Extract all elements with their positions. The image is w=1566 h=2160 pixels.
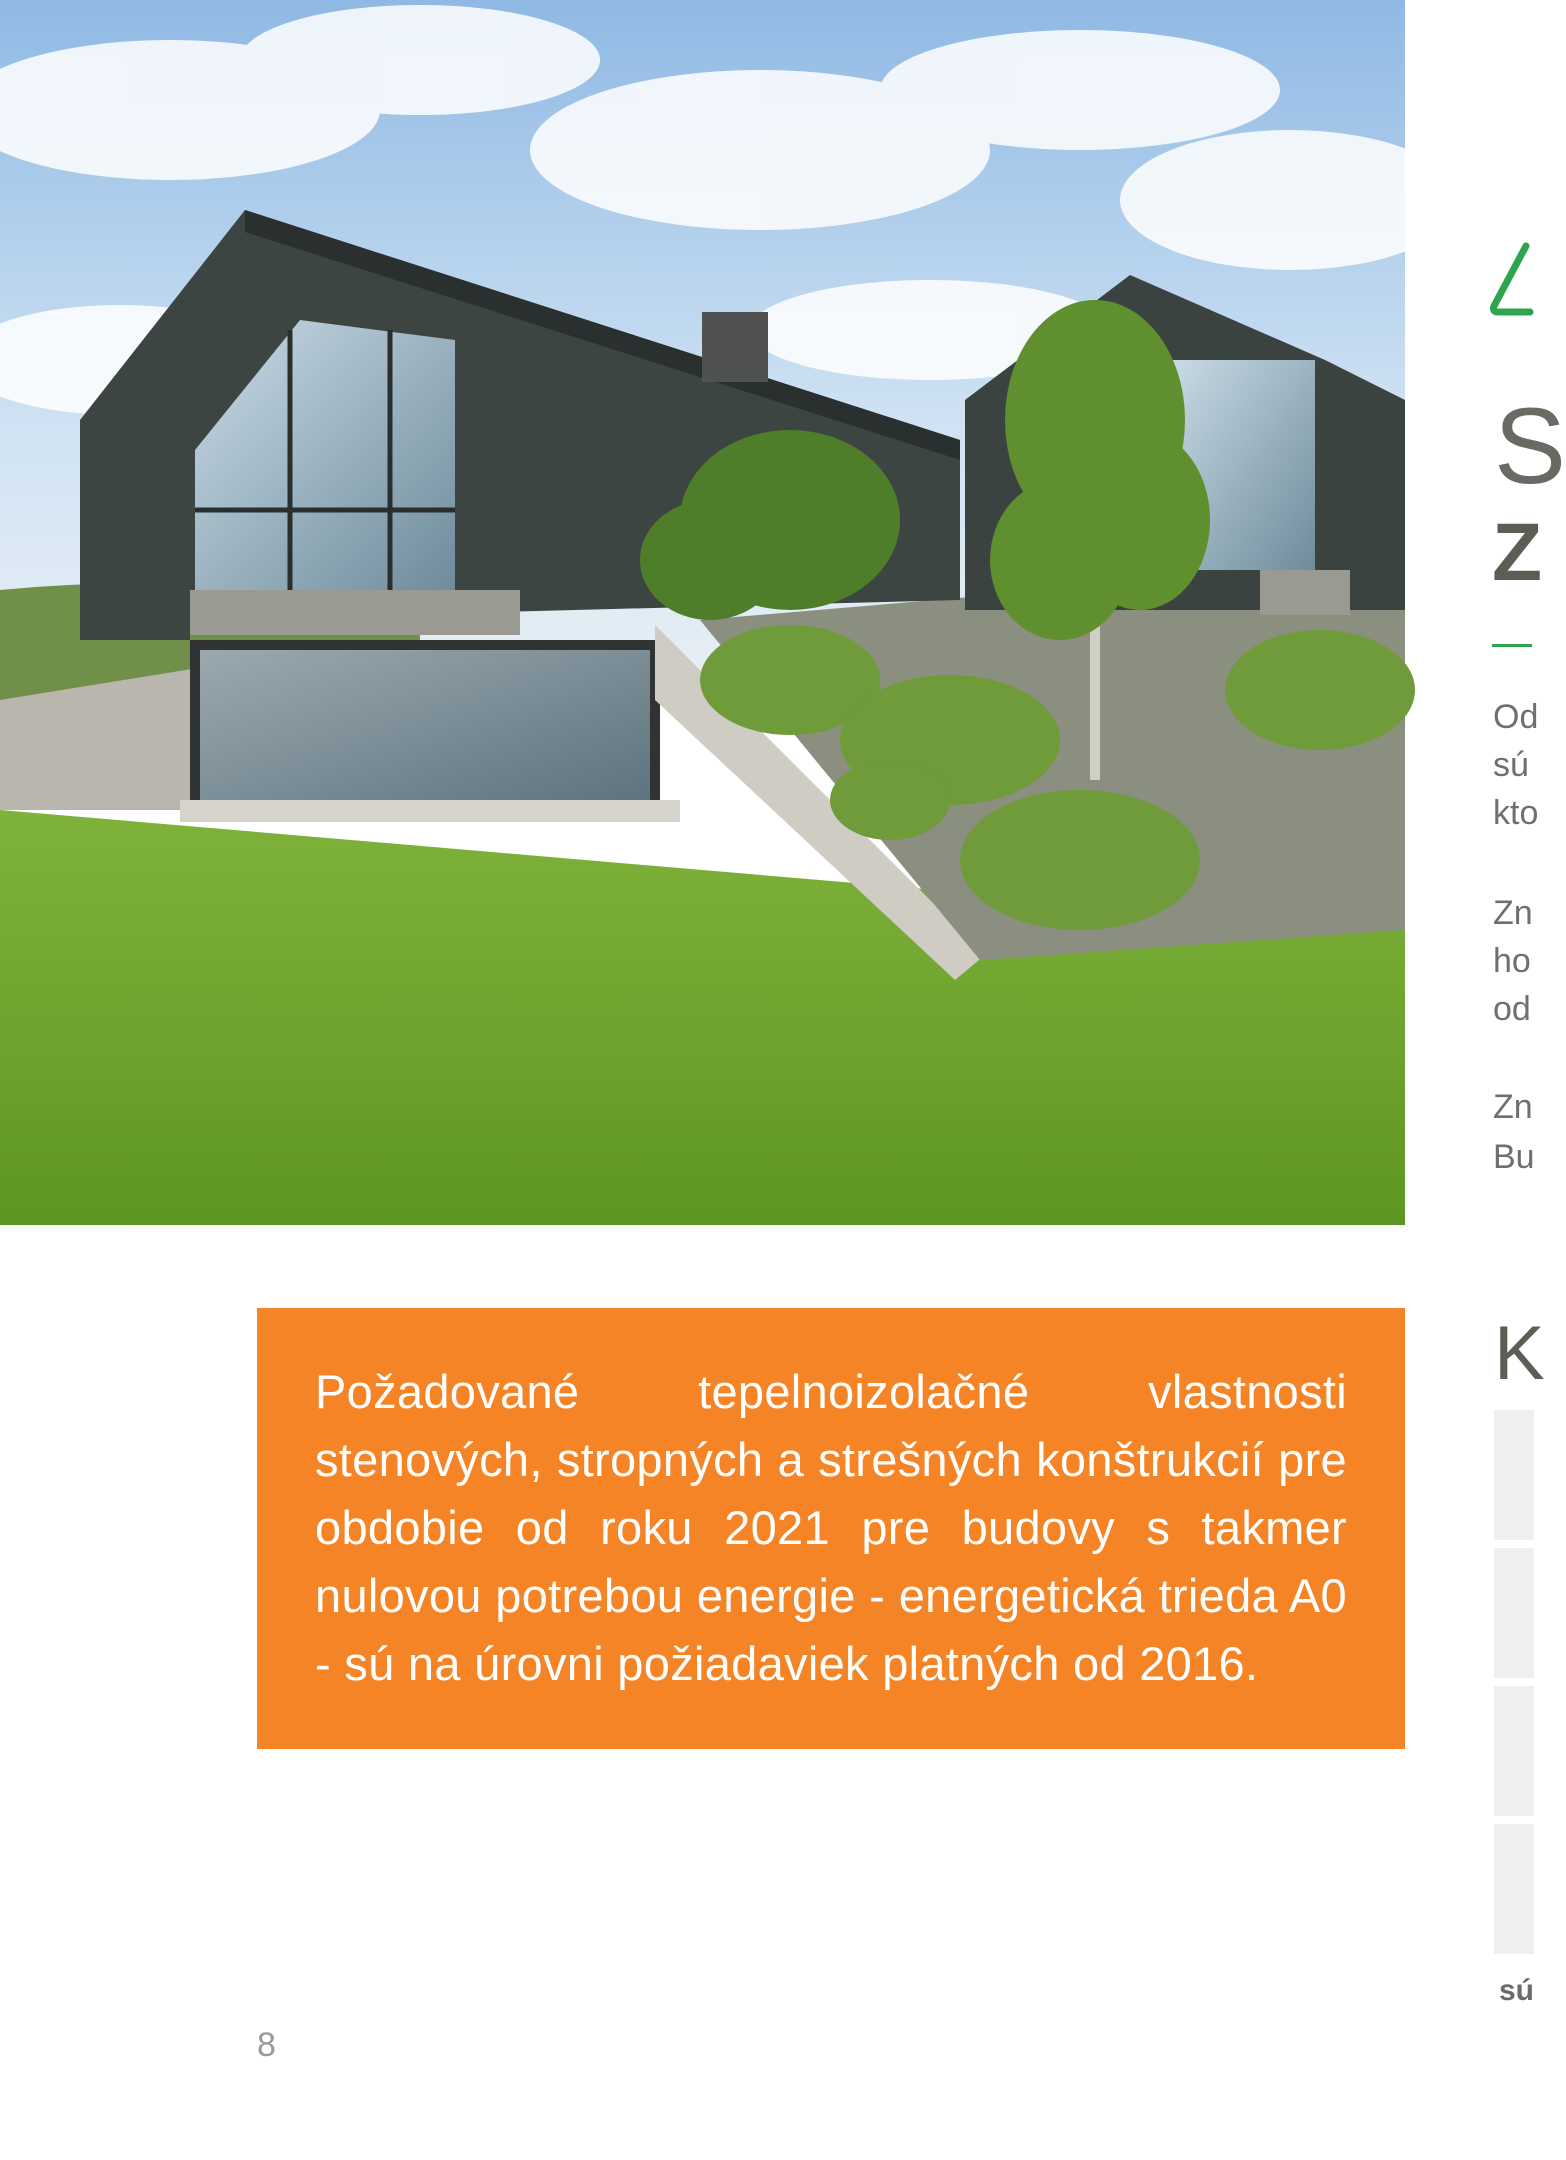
table-cell (1494, 1410, 1534, 1540)
paragraph-line: sú (1493, 746, 1529, 784)
paragraph-line: kto (1493, 794, 1539, 832)
table-heading: K (1494, 1311, 1545, 1396)
info-callout (257, 1308, 1405, 1749)
right-column-cropped (1490, 0, 1566, 2160)
paragraph-line: ho (1493, 942, 1531, 980)
callout-text: Požadované tepelnoizolačné vlastnosti stenových, stropných a strešných konštrukcií pre obdobie od roku 2021 pre budovy s takmer nulovou potrebou energie - energetická trieda A0 - sú na úrovni požiadaviek platných od 2016. (315, 1365, 1347, 1690)
table-footnote: sú (1499, 1974, 1535, 2007)
table-cell (1494, 1686, 1534, 1816)
paragraph-line: od (1493, 990, 1531, 1028)
page-number: 8 (257, 2026, 276, 2064)
table-cell (1494, 1548, 1534, 1678)
brand-logo-icon (1490, 240, 1530, 330)
table-cell (1494, 1824, 1534, 1954)
paragraph-line: Od (1493, 698, 1539, 736)
section-heading-light: S (1494, 385, 1566, 506)
paragraph-line: Zn (1493, 894, 1533, 932)
heading-rule (1492, 644, 1532, 647)
section-heading-bold: Z (1492, 507, 1543, 598)
paragraph-line: Zn (1493, 1088, 1533, 1126)
paragraph-line: Bu (1493, 1138, 1535, 1176)
